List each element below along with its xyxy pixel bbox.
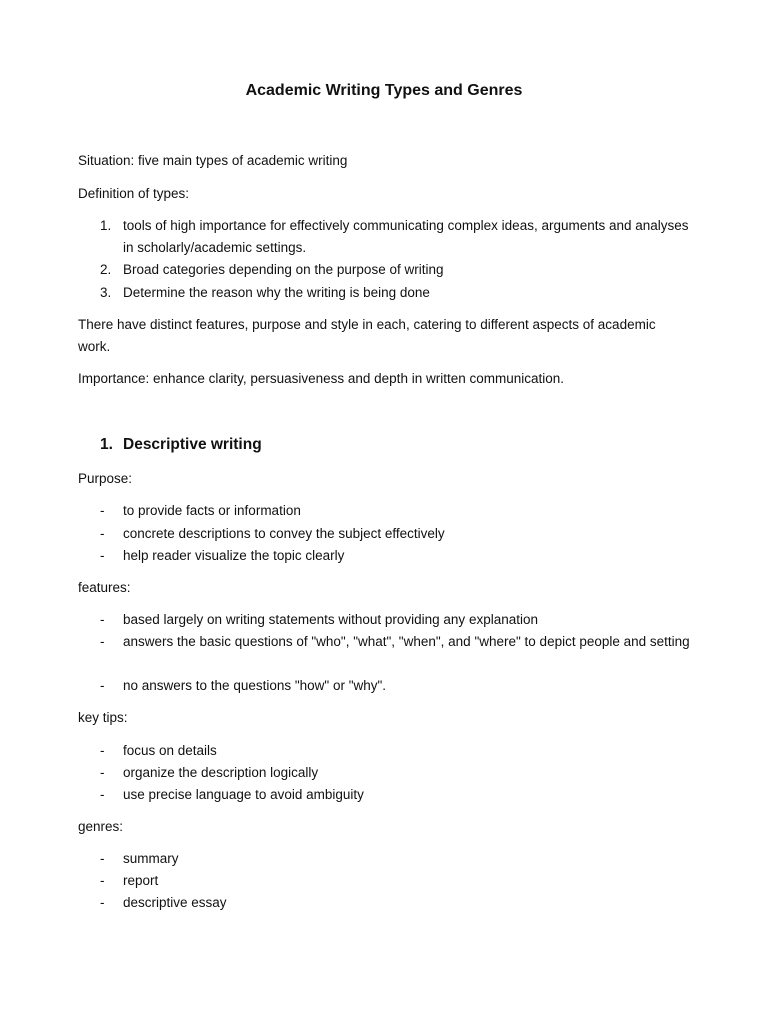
list-item xyxy=(78,259,690,281)
definition-label: Definition of types: xyxy=(78,186,190,201)
list-item-text: use precise language to avoid ambiguity xyxy=(123,787,364,802)
list-item-text: descriptive essay xyxy=(123,895,227,910)
document-title: Academic Writing Types and Genres xyxy=(245,82,523,99)
bullet-marker: - xyxy=(100,873,105,888)
bullet-marker: - xyxy=(100,895,105,910)
list-item-text: to provide facts or information xyxy=(123,503,301,518)
features-label: features: xyxy=(78,580,131,595)
list-item xyxy=(78,215,690,259)
bullet-marker: - xyxy=(100,612,105,627)
list-item-text: summary xyxy=(123,851,179,866)
list-item xyxy=(78,762,690,784)
bullet-marker: - xyxy=(100,526,105,541)
list-item xyxy=(78,631,690,653)
bullet-marker: - xyxy=(100,765,105,780)
list-item xyxy=(78,848,690,870)
situation-paragraph: Situation: five main types of academic writing xyxy=(78,153,348,168)
list-item-text: concrete descriptions to convey the subject effectively xyxy=(123,526,445,541)
list-marker: 2. xyxy=(100,262,112,277)
section-heading xyxy=(78,433,690,457)
bullet-marker: - xyxy=(100,743,105,758)
list-item-text: report xyxy=(123,873,159,888)
section-title: Descriptive writing xyxy=(123,436,262,453)
list-item-text: answers the basic questions of "who", "what", "when", and "where" to depict people and setting xyxy=(123,634,690,649)
bullet-marker: - xyxy=(100,678,105,693)
list-item xyxy=(78,500,690,522)
list-item xyxy=(78,523,690,545)
bullet-marker: - xyxy=(100,548,105,563)
list-item xyxy=(78,609,690,631)
list-item-text: focus on details xyxy=(123,743,217,758)
features-paragraph: There have distinct features, purpose and style in each, catering to different aspects of academic work. xyxy=(78,317,656,354)
purpose-label: Purpose: xyxy=(78,471,133,486)
tips-label: key tips: xyxy=(78,710,128,725)
list-item-text: no answers to the questions "how" or "why". xyxy=(123,678,387,693)
list-item-text: help reader visualize the topic clearly xyxy=(123,548,345,563)
bullet-marker: - xyxy=(100,503,105,518)
list-item-text: based largely on writing statements without providing any explanation xyxy=(123,612,538,627)
list-item xyxy=(78,892,690,914)
list-item-text: tools of high importance for effectively communicating complex ideas, arguments and analyses in scholarly/academic settings. xyxy=(123,218,689,255)
list-item-text: Determine the reason why the writing is being done xyxy=(123,285,430,300)
genres-label: genres: xyxy=(78,819,124,834)
list-item xyxy=(78,545,690,567)
bullet-marker: - xyxy=(100,634,105,649)
list-item xyxy=(78,740,690,762)
section-number: 1. xyxy=(100,436,113,453)
bullet-marker: - xyxy=(100,787,105,802)
list-item-text: organize the description logically xyxy=(123,765,319,780)
list-marker: 1. xyxy=(100,218,112,233)
list-item xyxy=(78,675,690,697)
list-item xyxy=(78,870,690,892)
list-item xyxy=(78,282,690,304)
list-item xyxy=(78,784,690,806)
importance-paragraph: Importance: enhance clarity, persuasiveness and depth in written communication. xyxy=(78,371,565,386)
list-item-text: Broad categories depending on the purpose of writing xyxy=(123,262,444,277)
bullet-marker: - xyxy=(100,851,105,866)
list-marker: 3. xyxy=(100,285,112,300)
